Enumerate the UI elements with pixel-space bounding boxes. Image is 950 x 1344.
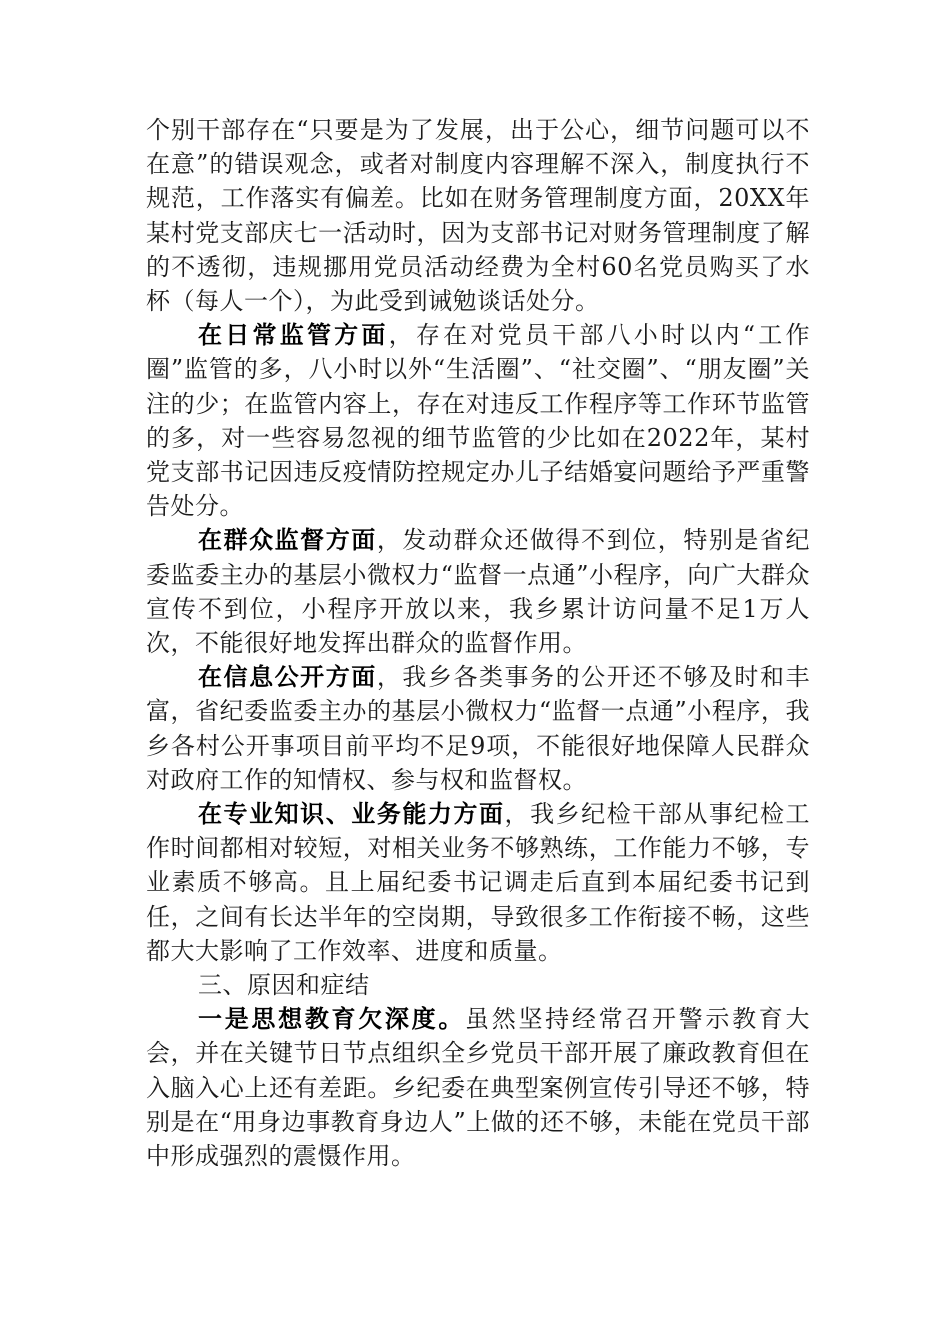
paragraph-institutional-issues bbox=[146, 113, 810, 318]
paragraph-text: 个别干部存在“只要是为了发展，出于公心，细节问题可以不在意”的错误观念，或者对制度内容理解不深入，制度执行不规范，工作落实有偏差。比如在财务管理制度方面，20XX年某村党支部庆七一活动时，因为支部书记对财务管理制度了解的不透彻，违规挪用党员活动经费为全村60名党员购买了水杯（每人一个），为此受到诫勉谈话处分。 bbox=[146, 116, 810, 316]
paragraph-text: ，我乡各类事务的公开还不够及时和丰富，省纪委监委主办的基层小微权力“监督一点通”小程序，我乡各村公开事项目前平均不足9项，不能很好地保障人民群众对政府工作的知情权、参与权和监督权。 bbox=[146, 663, 811, 794]
paragraph-lead: 在信息公开方面 bbox=[198, 662, 377, 692]
paragraph-daily-supervision bbox=[146, 318, 810, 523]
document-body bbox=[146, 113, 810, 1173]
paragraph-text: ，发动群众还做得不到位，特别是省纪委监委主办的基层小微权力“监督一点通”小程序，向广大群众宣传不到位，小程序开放以来，我乡累计访问量不足1万人次，不能很好地发挥出群众的监督作用。 bbox=[146, 526, 811, 658]
paragraph-lead: 在专业知识、业务能力方面 bbox=[198, 799, 505, 829]
paragraph-text: ，存在对党员干部八小时以内“工作圈”监管的多，八小时以外“生活圈”、“社交圈”、“朋友圈”关注的少；在监管内容上，存在对违反工作程序等工作环节监管的多，对一些容易忽视的细节监管的少比如在2022年，某村党支部书记因违反疫情防控规定办儿子结婚宴问题给予严重警告处分。 bbox=[146, 321, 810, 521]
paragraph-text: 虽然坚持经常召开警示教育大会，并在关键节日节点组织全乡党员干部开展了廉政教育但在入脑入心上还有差距。乡纪委在典型案例宣传引导还不够，特别是在“用身边事教育身边人”上做的还不够，未能在党员干部中形成强烈的震慑作用。 bbox=[146, 1005, 811, 1171]
paragraph-lead: 在群众监督方面 bbox=[198, 525, 377, 555]
paragraph-ideological-education bbox=[146, 1002, 810, 1173]
paragraph-text: ，我乡纪检干部从事纪检工作时间都相对较短，对相关业务不够熟练，工作能力不够，专业素质不够高。且上届纪委书记调走后直到本届纪委书记到任，之间有长达半年的空岗期，导致很多工作衔接不畅，这些都大大影响了工作效率、进度和质量。 bbox=[146, 800, 811, 965]
paragraph-lead: 在日常监管方面 bbox=[198, 320, 389, 350]
paragraph-professional-ability bbox=[146, 797, 810, 968]
paragraph-information-disclosure bbox=[146, 660, 810, 797]
section-heading: 三、原因和症结 bbox=[198, 971, 370, 1000]
paragraph-lead: 一是思想教育欠深度。 bbox=[198, 1004, 466, 1034]
paragraph-public-supervision bbox=[146, 523, 810, 660]
